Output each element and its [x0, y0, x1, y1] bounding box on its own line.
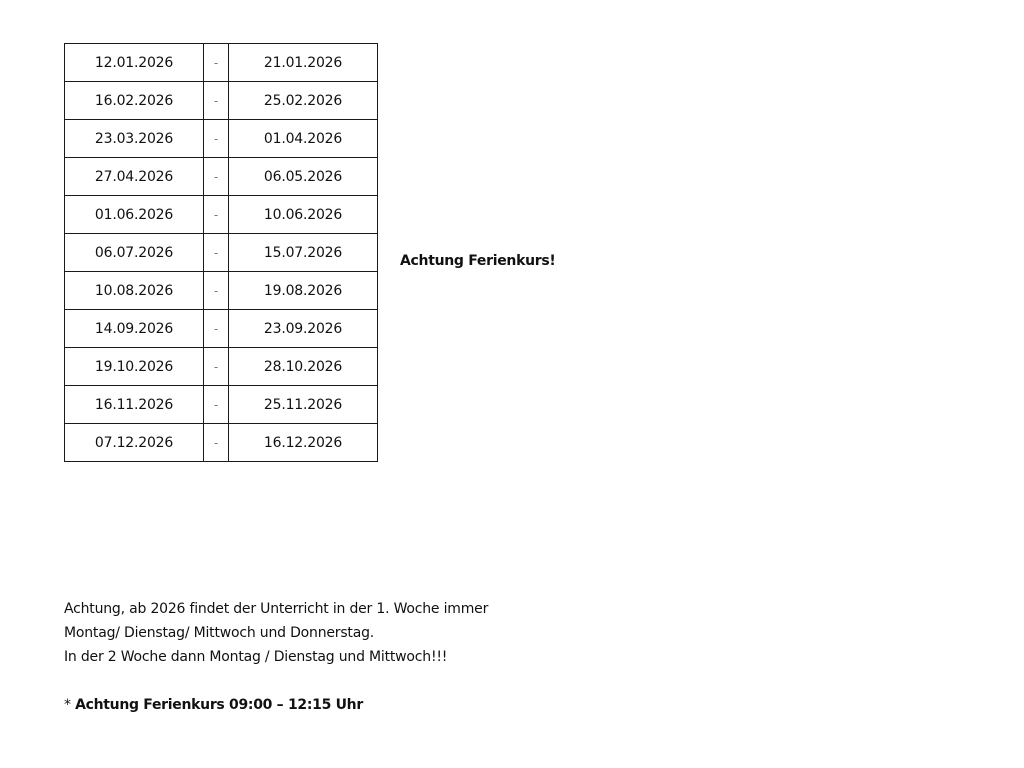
separator-cell: -	[204, 348, 229, 386]
notes-line: Achtung, ab 2026 findet der Unterricht in der 1. Woche immer	[64, 601, 489, 617]
end-date-cell: 16.12.2026	[229, 424, 378, 462]
table-row	[65, 310, 378, 348]
start-date-cell: 14.09.2026	[65, 310, 204, 348]
start-date-cell: 07.12.2026	[65, 424, 204, 462]
start-date-cell: 10.08.2026	[65, 272, 204, 310]
start-date-cell: 19.10.2026	[65, 348, 204, 386]
end-date-cell: 25.11.2026	[229, 386, 378, 424]
separator-cell: -	[204, 424, 229, 462]
notes-line: In der 2 Woche dann Montag / Dienstag und Mittwoch!!!	[64, 649, 448, 665]
table-row	[65, 196, 378, 234]
footnote	[64, 693, 488, 717]
table-row	[65, 386, 378, 424]
end-date-cell: 19.08.2026	[229, 272, 378, 310]
table-row	[65, 82, 378, 120]
separator-cell: -	[204, 196, 229, 234]
table-row	[65, 158, 378, 196]
separator-cell: -	[204, 310, 229, 348]
end-date-cell: 23.09.2026	[229, 310, 378, 348]
table-row	[65, 272, 378, 310]
start-date-cell: 06.07.2026	[65, 234, 204, 272]
separator-cell: -	[204, 234, 229, 272]
schedule-table	[64, 43, 378, 462]
start-date-cell: 27.04.2026	[65, 158, 204, 196]
table-row	[65, 348, 378, 386]
notes-spacer	[64, 669, 488, 693]
start-date-cell: 23.03.2026	[65, 120, 204, 158]
footnote-marker: *	[64, 697, 76, 713]
table-row	[65, 44, 378, 82]
separator-cell: -	[204, 386, 229, 424]
end-date-cell: 25.02.2026	[229, 82, 378, 120]
start-date-cell: 16.11.2026	[65, 386, 204, 424]
end-date-cell: 10.06.2026	[229, 196, 378, 234]
start-date-cell: 16.02.2026	[65, 82, 204, 120]
separator-cell: -	[204, 44, 229, 82]
schedule-body	[65, 44, 378, 462]
end-date-cell: 01.04.2026	[229, 120, 378, 158]
end-date-cell: 15.07.2026	[229, 234, 378, 272]
end-date-cell: 28.10.2026	[229, 348, 378, 386]
start-date-cell: 01.06.2026	[65, 196, 204, 234]
notes-block	[64, 597, 488, 717]
separator-cell: -	[204, 272, 229, 310]
separator-cell: -	[204, 158, 229, 196]
separator-cell: -	[204, 82, 229, 120]
table-row	[65, 424, 378, 462]
footnote-text: Achtung Ferienkurs 09:00 – 12:15 Uhr	[75, 697, 363, 713]
table-row	[65, 120, 378, 158]
ferienkurs-heading: Achtung Ferienkurs!	[400, 253, 556, 269]
table-row	[65, 234, 378, 272]
end-date-cell: 06.05.2026	[229, 158, 378, 196]
end-date-cell: 21.01.2026	[229, 44, 378, 82]
notes-line: Montag/ Dienstag/ Mittwoch und Donnerstag.	[64, 625, 375, 641]
start-date-cell: 12.01.2026	[65, 44, 204, 82]
separator-cell: -	[204, 120, 229, 158]
